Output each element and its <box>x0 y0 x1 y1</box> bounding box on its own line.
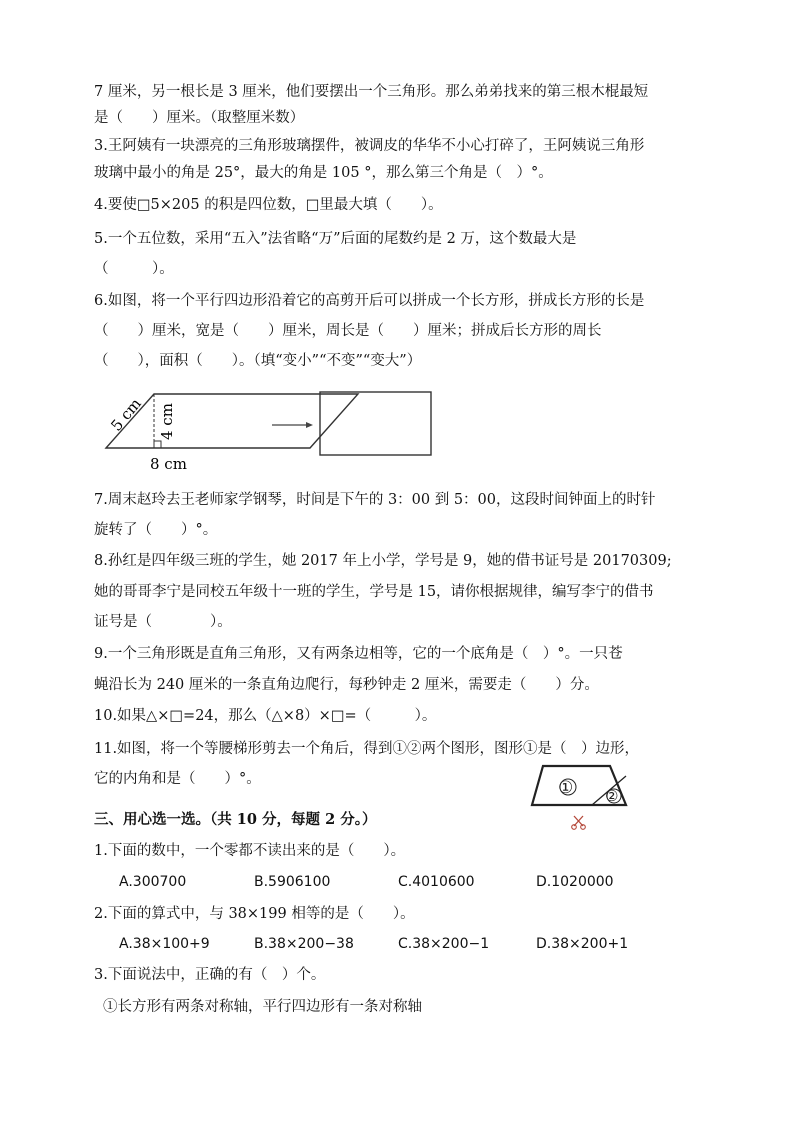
result-rectangle <box>320 392 431 455</box>
text-line-2: 是（ ）厘米。（取整厘米数） <box>94 110 305 126</box>
text-line-1: 7 厘米，另一根长是 3 厘米，他们要摆出一个三角形。那么弟弟找来的第三根木棍最短 <box>94 84 649 100</box>
scissors-icon <box>572 816 586 829</box>
question-8-line-2: 她的哥哥李宁是同校五年级十一班的学生，学号是 15，请你根据规律，编写李宁的借书 <box>94 584 654 600</box>
question-5-line-2: （ ）。 <box>94 261 174 277</box>
question-5-line-1: 5.一个五位数，采用“五入”法省略“万”后面的尾数约是 2 万，这个数最大是 <box>94 231 577 247</box>
question-11-line-1: 11.如图，将一个等腰梯形剪去一个角后，得到①②两个图形，图形①是（ ）边形， <box>94 741 640 757</box>
q2-option-c: C.38×200−1 <box>398 936 490 952</box>
choice-question-3: 3.下面说法中，正确的有（ ）个。 <box>94 967 326 983</box>
arrow-head <box>306 422 313 428</box>
q3-statement-1: ①长方形有两条对称轴，平行四边形有一条对称轴 <box>103 999 422 1015</box>
trapezoid-figure <box>528 762 638 834</box>
q2-option-b: B.38×200−38 <box>254 936 354 952</box>
parallelogram-figure <box>96 380 456 475</box>
side-label: 5 cm <box>107 394 145 435</box>
question-3-line-2: 玻璃中最小的角是 25°，最大的角是 105 °，那么第三个角是（ ）°。 <box>94 165 553 181</box>
question-11-line-2: 它的内角和是（ ）°。 <box>94 771 261 787</box>
question-4: 4.要使□5×205 的积是四位数，□里最大填（ ）。 <box>94 197 443 213</box>
question-6-line-2: （ ）厘米，宽是（ ）厘米，周长是（ ）厘米；拼成后长方形的周长 <box>94 323 602 339</box>
choice-question-2: 2.下面的算式中，与 38×199 相等的是（ ）。 <box>94 906 415 922</box>
question-8-line-1: 8.孙红是四年级三班的学生，她 2017 年上小学，学号是 9，她的借书证号是 20170309; <box>94 553 672 569</box>
question-3-line-1: 3.王阿姨有一块漂亮的三角形玻璃摆件，被调皮的华华不小心打碎了，王阿姨说三角形 <box>94 138 645 154</box>
question-8-line-3: 证号是（ ）。 <box>94 614 232 630</box>
q1-option-d: D.1020000 <box>536 874 614 890</box>
question-9-line-1: 9.一个三角形既是直角三角形，又有两条边相等，它的一个底角是（ ）°。一只苍 <box>94 646 623 662</box>
question-6-line-1: 6.如图，将一个平行四边形沿着它的高剪开后可以拼成一个长方形，拼成长方形的长是 <box>94 293 645 309</box>
q2-option-a: A.38×100+9 <box>119 936 210 952</box>
q1-option-a: A.300700 <box>119 874 187 890</box>
q1-option-c: C.4010600 <box>398 874 475 890</box>
base-label: 8 cm <box>150 455 187 473</box>
question-10: 10.如果△×□=24，那么（△×8）×□=（ ）。 <box>94 708 437 724</box>
question-7-line-2: 旋转了（ ）°。 <box>94 522 218 538</box>
height-label: 4 cm <box>158 403 176 440</box>
shape-2-label: ② <box>605 787 619 805</box>
question-9-line-2: 蝇沿长为 240 厘米的一条直角边爬行，每秒钟走 2 厘米，需要走（ ）分。 <box>94 677 599 693</box>
question-7-line-1: 7.周末赵玲去王老师家学钢琴，时间是下午的 3：00 到 5：00，这段时间钟面上的时针 <box>94 492 656 508</box>
right-angle-mark <box>154 441 161 448</box>
q2-option-d: D.38×200+1 <box>536 936 629 952</box>
q1-option-b: B.5906100 <box>254 874 331 890</box>
question-6-line-3: （ ），面积（ ）。（填“变小”“不变”“变大”） <box>94 353 422 369</box>
section-3-heading: 三、用心选一选。（共 10 分，每题 2 分。） <box>94 811 377 828</box>
shape-1-label: ① <box>558 778 574 798</box>
choice-question-1: 1.下面的数中，一个零都不读出来的是（ ）。 <box>94 843 406 859</box>
